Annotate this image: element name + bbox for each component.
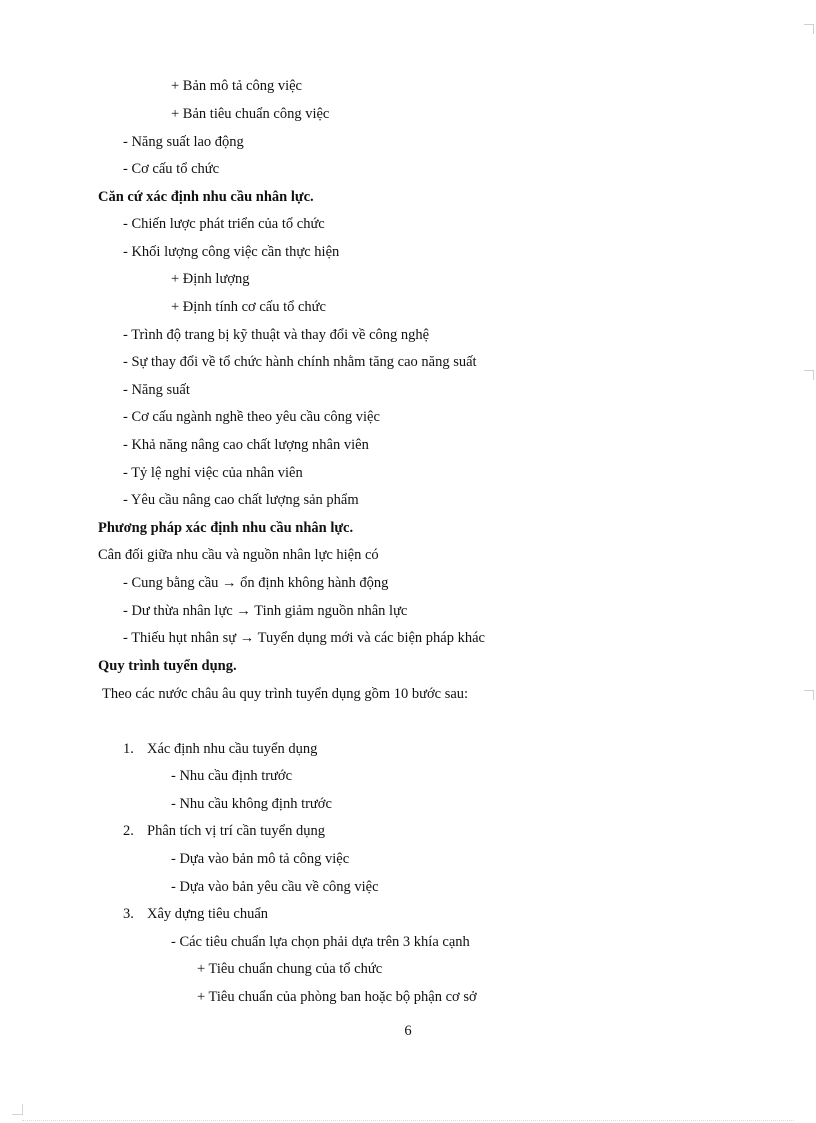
text-line: + Định tính cơ cấu tổ chức — [171, 299, 326, 315]
text-line: + Bản mô tả công việc — [171, 78, 302, 94]
text-line: - Yêu cầu nâng cao chất lượng sản phẩm — [123, 492, 359, 508]
step-number: 3. — [123, 906, 134, 922]
section-heading: Quy trình tuyển dụng. — [98, 658, 237, 674]
text-line: - Nhu cầu định trước — [171, 768, 293, 784]
text-line: - Tỷ lệ nghỉ việc của nhân viên — [123, 465, 303, 481]
text-line: + Bản tiêu chuẩn công việc — [171, 106, 330, 122]
page-edge-marker — [804, 690, 814, 700]
page-number: 6 — [404, 1023, 412, 1039]
text-line: - Các tiêu chuẩn lựa chọn phải dựa trên 3 khía cạnh — [171, 934, 470, 950]
text-line: + Tiêu chuẩn của phòng ban hoặc bộ phận cơ sở — [197, 989, 477, 1005]
section-heading: Căn cứ xác định nhu cầu nhân lực. — [98, 189, 314, 205]
text-line: - Cơ cấu tổ chức — [123, 161, 220, 177]
text-line: - Khối lượng công việc cần thực hiện — [123, 244, 340, 260]
step-number: 2. — [123, 823, 134, 839]
text-line: - Dựa vào bản yêu cầu về công việc — [171, 879, 379, 895]
text-line: Cân đối giữa nhu cầu và nguồn nhân lực hiện có — [98, 547, 379, 563]
text-line: - Trình độ trang bị kỹ thuật và thay đổi về công nghệ — [123, 327, 430, 343]
section-heading: Phương pháp xác định nhu cầu nhân lực. — [98, 520, 354, 536]
numbered-step — [123, 905, 268, 923]
text-line: Theo các nước châu âu quy trình tuyển dụng gồm 10 bước sau: — [102, 686, 469, 702]
text-line: + Tiêu chuẩn chung của tổ chức — [197, 961, 383, 977]
text-line: + Định lượng — [171, 271, 250, 287]
page-edge-marker — [804, 370, 814, 380]
text-line: - Chiến lược phát triển của tổ chức — [123, 216, 325, 232]
numbered-step — [123, 822, 325, 840]
step-title: Phân tích vị trí cần tuyển dụng — [147, 823, 325, 839]
text-line: - Thiếu hụt nhân sự → Tuyển dụng mới và các biện pháp khác — [123, 630, 485, 646]
text-line: - Sự thay đổi về tổ chức hành chính nhằm tăng cao năng suất — [123, 354, 477, 370]
step-title: Xác định nhu cầu tuyển dụng — [147, 741, 318, 757]
page-edge-marker — [804, 24, 814, 34]
step-title: Xây dựng tiêu chuẩn — [147, 906, 269, 922]
text-line: - Năng suất — [123, 382, 190, 398]
numbered-step — [123, 740, 317, 758]
text-line: - Khả năng nâng cao chất lượng nhân viên — [123, 437, 369, 453]
text-line: - Cung bằng cầu → ổn định không hành động — [123, 575, 389, 591]
text-line: - Dựa vào bản mô tả công việc — [171, 851, 350, 867]
text-line: - Nhu cầu không định trước — [171, 796, 332, 812]
text-line: - Cơ cấu ngành nghề theo yêu cầu công việc — [123, 409, 380, 425]
text-line: - Dư thừa nhân lực → Tinh giảm nguồn nhân lực — [123, 603, 408, 619]
text-line: - Năng suất lao động — [123, 134, 244, 150]
page-bottom-border — [22, 1120, 794, 1121]
step-number: 1. — [123, 741, 134, 757]
page-corner-marker — [12, 1104, 23, 1115]
